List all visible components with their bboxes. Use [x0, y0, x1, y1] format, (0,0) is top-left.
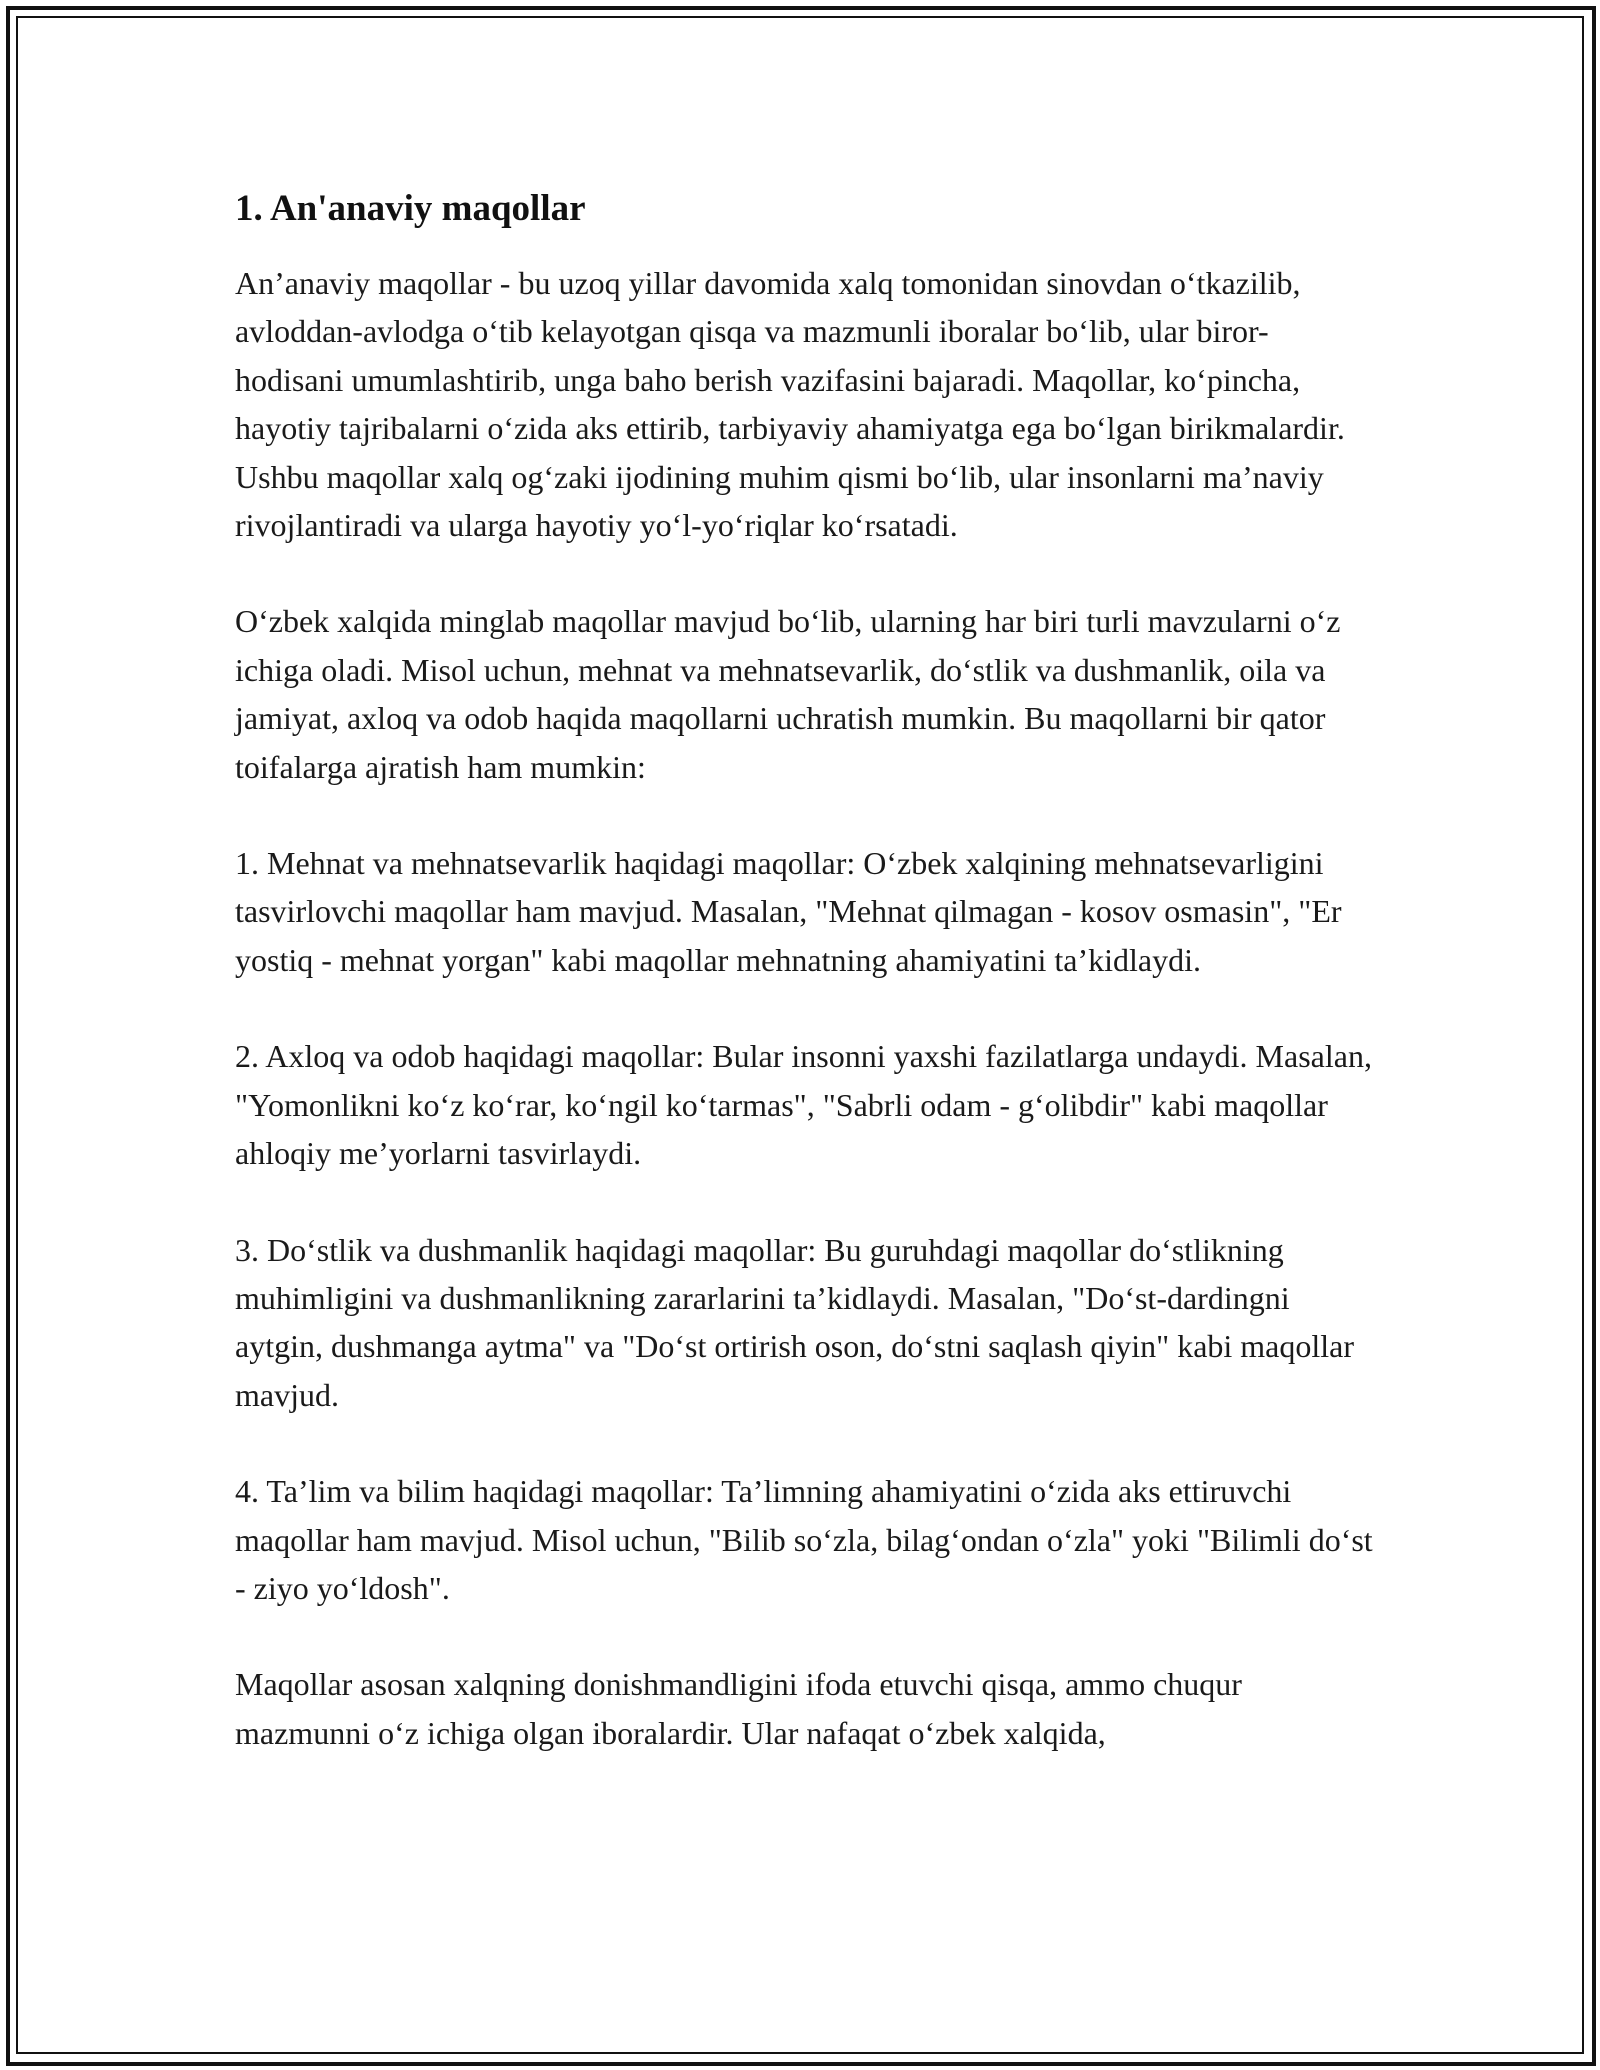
- paragraph-conclusion: Maqollar asosan xalqning donishmandligini ifoda etuvchi qisqa, ammo chuqur mazmunni o‘z ichiga olgan iboralardir. Ular nafaqat o‘zbek xalqida,: [235, 1666, 1242, 1751]
- paragraph-item-4: 4. Ta’lim va bilim haqidagi maqollar: Ta’limning ahamiyatini o‘zida aks ettiruvchi maqollar ham mavjud. Misol uchun, "Bilib so‘zla, bilag‘ondan o‘zla" yoki "Bilimli do‘st - ziyo yo‘ldosh".: [235, 1473, 1373, 1606]
- document-body: [235, 185, 1375, 1805]
- paragraph-item-3: 3. Do‘stlik va dushmanlik haqidagi maqollar: Bu guruhdagi maqollar do‘stlikning muhimligini va dushmanlikning zararlarini ta’kidlaydi. Masalan, "Do‘st-dardingni aytgin, dushmanga aytma" va "Do‘st ortirish oson, do‘stni saqlash qiyin" kabi maqollar mavjud.: [235, 1231, 1355, 1413]
- section-heading: 1. An'anaviy maqollar: [235, 188, 586, 229]
- paragraph-categories: O‘zbek xalqida minglab maqollar mavjud bo‘lib, ularning har biri turli mavzularni o‘z ichiga oladi. Misol uchun, mehnat va mehnatsevarlik, do‘stlik va dushmanlik, oila va jamiyat, axloq va odob haqida maqollarni uchratish mumkin. Bu maqollarni bir qator toifalarga ajratish ham mumkin:: [235, 603, 1341, 785]
- paragraph-item-2: 2. Axloq va odob haqidagi maqollar: Bular insonni yaxshi fazilatlarga undaydi. Masalan, "Yomonlikni ko‘z ko‘rar, ko‘ngil ko‘tarmas", "Sabrli odam - g‘olibdir" kabi maqollar ahloqiy me’yorlarni tasvirlaydi.: [235, 1038, 1372, 1172]
- paragraph-item-1: 1. Mehnat va mehnatsevarlik haqidagi maqollar: O‘zbek xalqining mehnatsevarligini tasvirlovchi maqollar ham mavjud. Masalan, "Mehnat qilmagan - kosov osmasin", "Er yostiq - mehnat yorgan" kabi maqollar mehnatning ahamiyatini ta’kidlaydi.: [235, 845, 1342, 978]
- paragraph-intro: An’anaviy maqollar - bu uzoq yillar davomida xalq tomonidan sinovdan o‘tkazilib, avloddan-avlodga o‘tib kelayotgan qisqa va mazmunli iboralar bo‘lib, ular biror-hodisani umumlashtirib, unga baho berish vazifasini bajaradi. Maqollar, ko‘pincha, hayotiy tajribalarni o‘zida aks ettirib, tarbiyaviy ahamiyatga ega bo‘lgan birikmalardir. Ushbu maqollar xalq og‘zaki ijodining muhim qismi bo‘lib, ular insonlarni ma’naviy rivojlantiradi va ularga hayotiy yo‘l-yo‘riqlar ko‘rsatadi.: [235, 265, 1345, 544]
